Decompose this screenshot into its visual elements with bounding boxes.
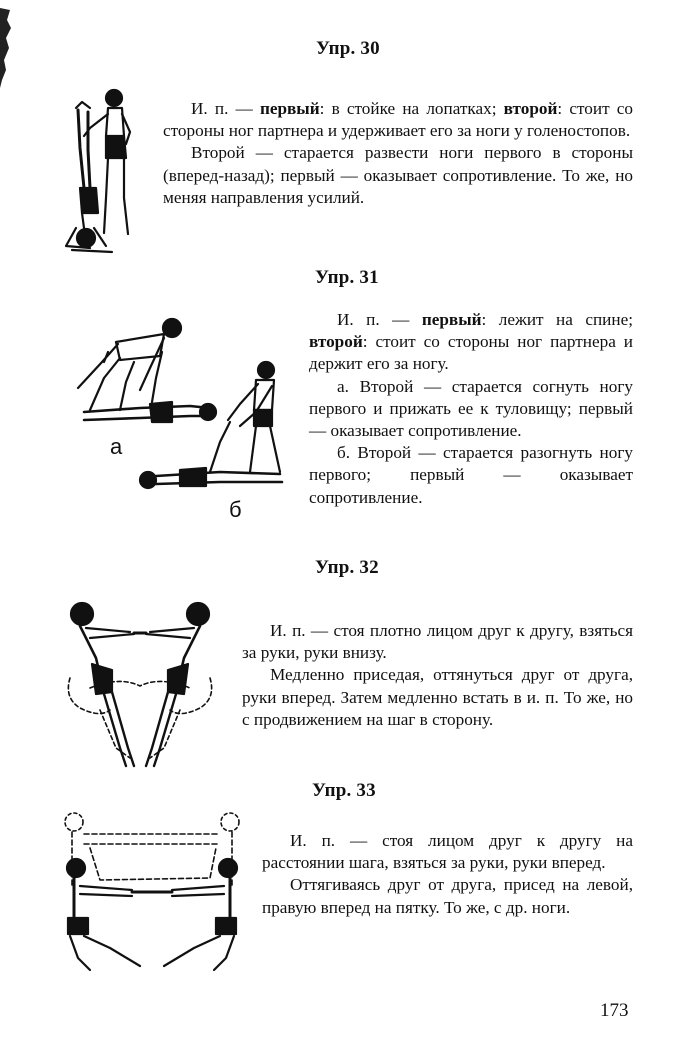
exercise-33-title: Упр. 33: [312, 780, 376, 801]
scan-edge-mark: [0, 8, 14, 88]
exercise-31-title: Упр. 31: [315, 267, 379, 288]
ex33-paragraph-2: Оттягиваясь друг от друга, присед на левой, правую вперед на пятку. То же, с др. ноги.: [262, 875, 633, 917]
ex31-paragraph-b: б. Второй — старается разогнуть ногу первого; первый — оказывает сопротивление.: [309, 443, 633, 507]
ex31-paragraph-1: И. п. — первый: лежит на спине; второй: стоит со стороны ног партнера и держит его за ногу.: [309, 310, 633, 374]
exercise-32-title: Упр. 32: [315, 557, 379, 578]
exercise-33-text: [262, 830, 633, 919]
exercise-32-illustration: [60, 598, 220, 773]
exercise-31-illustration: [60, 312, 292, 522]
exercise-32-text: [242, 620, 633, 731]
ex33-paragraph-1: И. п. — стоя лицом друг к другу на расстоянии шага, взяться за руки, руки вперед.: [262, 831, 633, 873]
ex32-paragraph-2: Медленно приседая, оттянуться друг от друга, руки вперед. Затем медленно встать в и. п. То же, но с продвижением на шаг в сторону.: [242, 665, 633, 729]
ex30-paragraph-2: Второй — старается развести ноги первого в стороны (вперед-назад); первый — оказывает сопротивление. То же, но меняя направления усилий.: [163, 143, 633, 207]
exercise-30-illustration: [62, 88, 142, 258]
figure-label-b: б: [229, 497, 242, 522]
ex30-paragraph-1: И. п. — первый: в стойке на лопатках; второй: стоит со стороны ног партнера и удерживает его за ноги у голеностопов.: [163, 99, 633, 141]
exercise-30-text: [163, 98, 633, 209]
exercise-30-title: Упр. 30: [316, 38, 380, 59]
exercise-33-illustration: [60, 808, 245, 983]
ex32-paragraph-1: И. п. — стоя плотно лицом друг к другу, взяться за руки, руки внизу.: [242, 621, 633, 663]
ex31-paragraph-a: а. Второй — старается согнуть ногу первого и прижать ее к туловищу; первый — оказывает сопротивление.: [309, 376, 633, 441]
exercise-31-text: [309, 309, 633, 509]
page-number: 173: [600, 1000, 629, 1021]
figure-label-a: а: [110, 434, 123, 459]
